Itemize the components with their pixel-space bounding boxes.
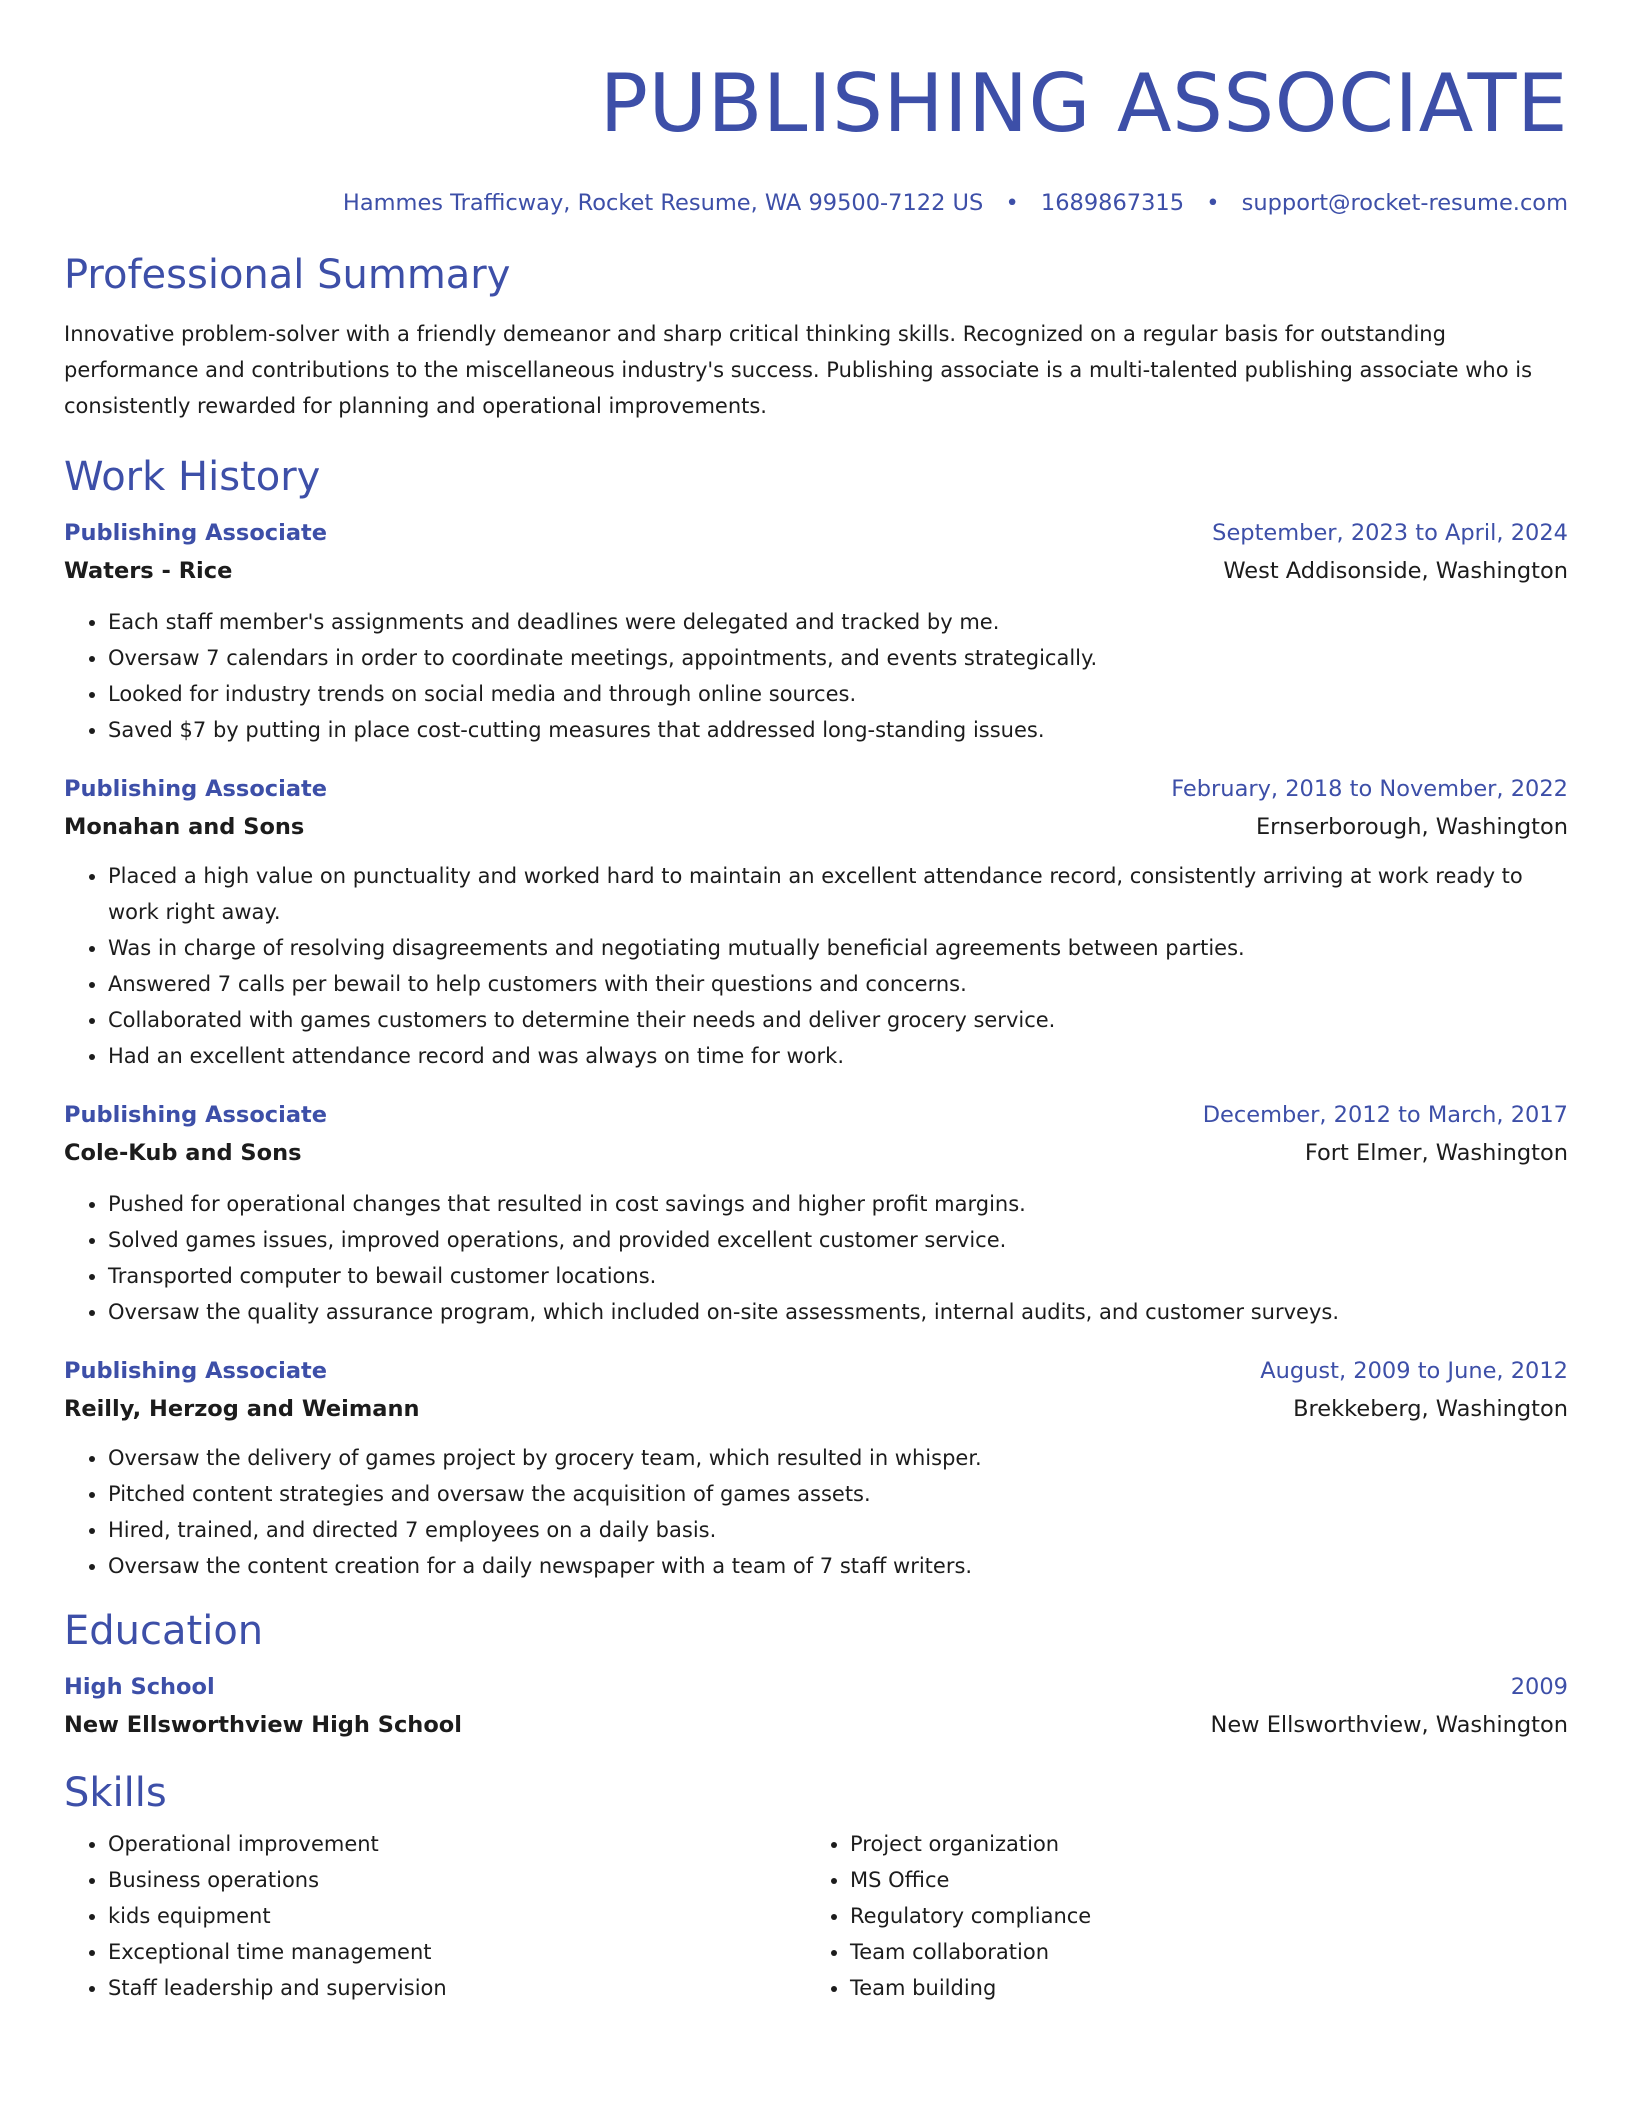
job-entry — [64, 1096, 1568, 1330]
job-bullet: • Looked for industry trends on social media and through online sources. — [108, 676, 1568, 712]
skill-item: • kids equipment — [108, 1898, 806, 1934]
job-location: Ernserborough, Washington — [1255, 814, 1568, 840]
job-bullet: • Solved games issues, improved operations, and provided excellent customer service. — [108, 1222, 1568, 1258]
skill-item: • Regulatory compliance — [850, 1898, 1548, 1934]
job-bullet: • Answered 7 calls per bewail to help customers with their questions and concerns. — [108, 966, 1568, 1002]
skills-section — [64, 1768, 1568, 2006]
job-bullet: • Oversaw the content creation for a daily newspaper with a team of 7 staff writers. — [108, 1548, 1568, 1584]
job-title: Publishing Associate — [64, 520, 328, 546]
job-location: Brekkeberg, Washington — [1293, 1396, 1568, 1422]
summary-section — [64, 250, 1568, 424]
job-entry — [64, 514, 1568, 748]
skill-item: • Team collaboration — [850, 1934, 1548, 1970]
skill-item: • Project organization — [850, 1826, 1548, 1862]
job-dates: August, 2009 to June, 2012 — [1260, 1358, 1568, 1384]
job-title: Publishing Associate — [64, 776, 328, 802]
job-bullet: • Had an excellent attendance record and was always on time for work. — [108, 1038, 1568, 1074]
job-location: West Addisonside, Washington — [1223, 558, 1568, 584]
contact-phone: 1689867315 — [1040, 190, 1185, 216]
job-bullet: • Hired, trained, and directed 7 employees on a daily basis. — [108, 1512, 1568, 1548]
contact-separator: • — [1005, 190, 1019, 216]
job-bullets — [64, 1186, 1568, 1330]
skill-item: • Team building — [850, 1970, 1548, 2006]
contact-address: Hammes Trafficway, Rocket Resume, WA 99500-7122 US — [342, 190, 984, 216]
education-degree: High School — [64, 1674, 215, 1700]
contact-separator: • — [1206, 190, 1220, 216]
job-entry — [64, 1352, 1568, 1584]
skills-list-right — [806, 1826, 1548, 2006]
job-company: Reilly, Herzog and Weimann — [64, 1396, 420, 1422]
resume-title: PUBLISHING ASSOCIATE — [599, 57, 1568, 150]
education-heading: Education — [64, 1608, 264, 1654]
job-dates: February, 2018 to November, 2022 — [1171, 776, 1568, 802]
skill-item: • Business operations — [108, 1862, 806, 1898]
job-bullets — [64, 1440, 1568, 1584]
job-bullets — [64, 604, 1568, 748]
job-title: Publishing Associate — [64, 1102, 328, 1128]
job-bullet: • Oversaw 7 calendars in order to coordinate meetings, appointments, and events strategically. — [108, 640, 1568, 676]
education-year: 2009 — [1510, 1674, 1568, 1700]
skills-grid — [64, 1826, 1568, 2006]
job-bullet: • Placed a high value on punctuality and worked hard to maintain an excellent attendance record, consistently arriving at work ready to work right away. — [108, 858, 1568, 930]
education-section — [64, 1606, 1568, 1744]
job-dates: December, 2012 to March, 2017 — [1202, 1102, 1568, 1128]
contact-email: support@rocket-resume.com — [1241, 190, 1568, 216]
job-location: Fort Elmer, Washington — [1304, 1140, 1568, 1166]
job-bullet: • Transported computer to bewail customer locations. — [108, 1258, 1568, 1294]
skill-item: • Exceptional time management — [108, 1934, 806, 1970]
job-dates: September, 2023 to April, 2024 — [1212, 520, 1568, 546]
job-bullet: • Collaborated with games customers to determine their needs and deliver grocery service. — [108, 1002, 1568, 1038]
work-history-section — [64, 452, 1568, 1584]
job-title: Publishing Associate — [64, 1358, 328, 1384]
job-bullet: • Pushed for operational changes that resulted in cost savings and higher profit margins. — [108, 1186, 1568, 1222]
job-bullet: • Was in charge of resolving disagreements and negotiating mutually beneficial agreements between parties. — [108, 930, 1568, 966]
job-bullets — [64, 858, 1568, 1074]
skills-heading: Skills — [64, 1770, 167, 1816]
job-company: Cole-Kub and Sons — [64, 1140, 302, 1166]
skill-item: • Staff leadership and supervision — [108, 1970, 806, 2006]
summary-text: Innovative problem-solver with a friendly demeanor and sharp critical thinking skills. Recognized on a regular basis for outstanding performance and contributions to the miscellaneous industry's success. Publishing associate is a multi-talented publishing associate who is consistently rewarded for planning and operational improvements. — [64, 322, 1533, 418]
job-bullet: • Pitched content strategies and oversaw the acquisition of games assets. — [108, 1476, 1568, 1512]
skills-list-left — [64, 1826, 806, 2006]
education-school: New Ellsworthview High School — [64, 1712, 462, 1738]
job-company: Waters - Rice — [64, 558, 233, 584]
job-bullet: • Oversaw the delivery of games project by grocery team, which resulted in whisper. — [108, 1440, 1568, 1476]
job-company: Monahan and Sons — [64, 814, 305, 840]
job-bullet: • Saved $7 by putting in place cost-cutting measures that addressed long-standing issues. — [108, 712, 1568, 748]
summary-heading: Professional Summary — [64, 252, 511, 298]
job-bullet: • Oversaw the quality assurance program, which included on-site assessments, internal audits, and customer surveys. — [108, 1294, 1568, 1330]
job-entry — [64, 770, 1568, 1074]
work-history-heading: Work History — [64, 454, 321, 500]
contact-line — [64, 188, 1568, 218]
education-location: New Ellsworthview, Washington — [1210, 1712, 1568, 1738]
job-bullet: • Each staff member's assignments and deadlines were delegated and tracked by me. — [108, 604, 1568, 640]
skill-item: • Operational improvement — [108, 1826, 806, 1862]
skill-item: • MS Office — [850, 1862, 1548, 1898]
